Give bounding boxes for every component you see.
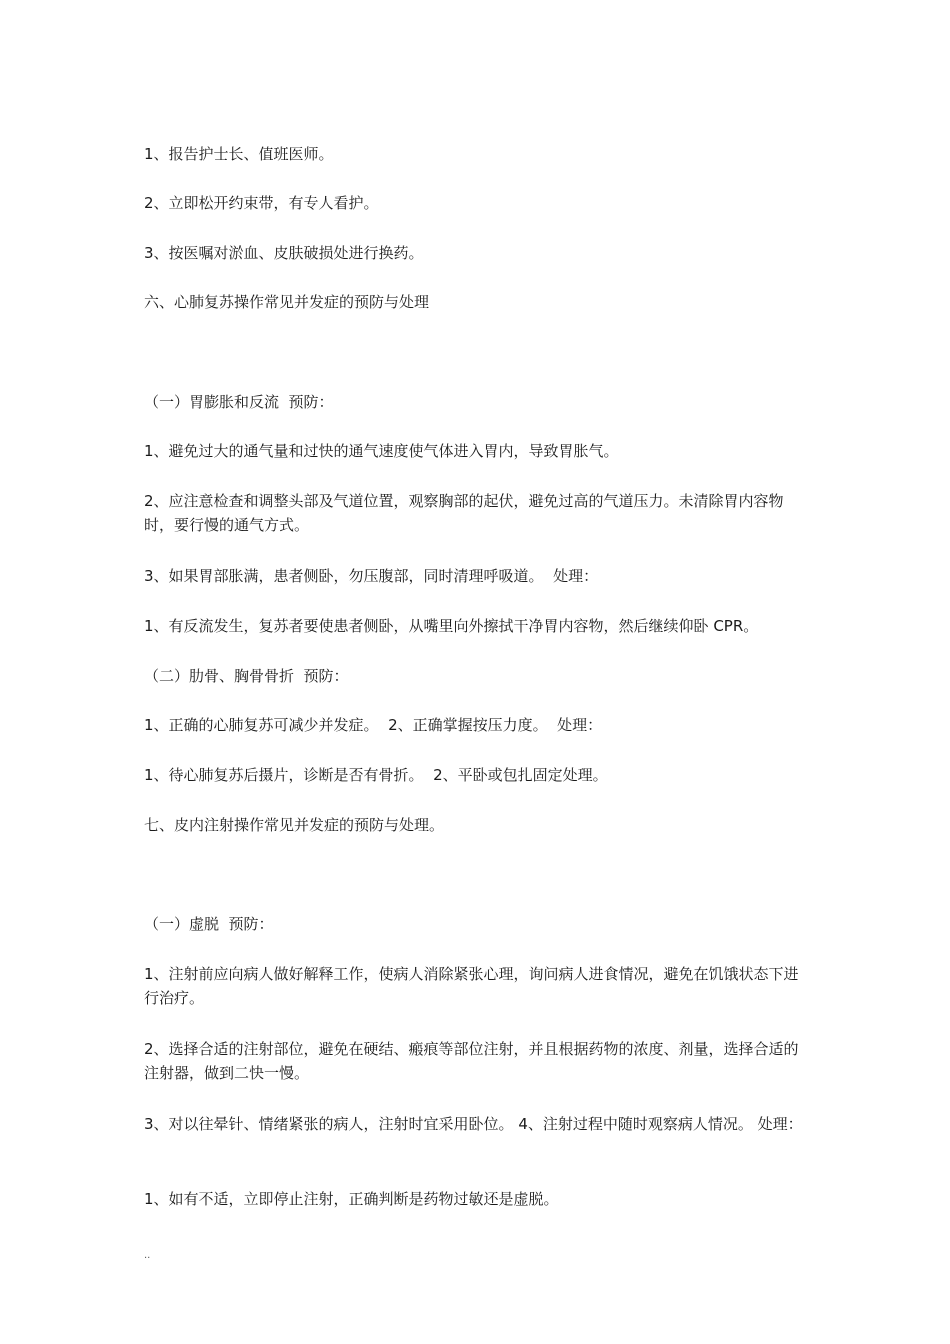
subsection-heading: （二）肋骨、胸骨骨折 预防： bbox=[144, 667, 349, 685]
section-heading: 六、心肺复苏操作常见并发症的预防与处理 bbox=[144, 293, 430, 311]
subsection-heading: （一）胃膨胀和反流 预防： bbox=[144, 393, 334, 411]
section-heading: 七、皮内注射操作常见并发症的预防与处理。 bbox=[144, 816, 445, 834]
paragraph: 1、待心肺复苏后摄片，诊断是否有骨折。 2、平卧或包扎固定处理。 bbox=[144, 766, 608, 784]
paragraph: 1、如有不适，立即停止注射，正确判断是药物过敏还是虚脱。 bbox=[144, 1190, 559, 1208]
paragraph: 1、有反流发生，复苏者要使患者侧卧，从嘴里向外擦拭干净胃内容物，然后继续仰卧 CPR。 bbox=[144, 617, 759, 635]
paragraph: 3、按医嘱对淤血、皮肤破损处进行换药。 bbox=[144, 244, 424, 262]
paragraph: 1、避免过大的通气量和过快的通气速度使气体进入胃内，导致胃胀气。 bbox=[144, 442, 619, 460]
paragraph: 1、正确的心肺复苏可减少并发症。 2、正确掌握按压力度。 处理： bbox=[144, 716, 603, 734]
paragraph: 3、如果胃部胀满，患者侧卧，勿压腹部，同时清理呼吸道。 处理： bbox=[144, 567, 599, 585]
paragraph: 1、注射前应向病人做好解释工作，使病人消除紧张心理，询问病人进食情况，避免在饥饿状态下进行治疗。 bbox=[144, 965, 799, 1007]
page-footer-mark: .. bbox=[144, 1250, 151, 1261]
paragraph: 2、立即松开约束带，有专人看护。 bbox=[144, 194, 379, 212]
subsection-heading: （一）虚脱 预防： bbox=[144, 915, 274, 933]
paragraph: 2、应注意检查和调整头部及气道位置，观察胸部的起伏，避免过高的气道压力。未清除胃内容物时，要行慢的通气方式。 bbox=[144, 492, 784, 534]
paragraph: 2、选择合适的注射部位，避免在硬结、瘢痕等部位注射，并且根据药物的浓度、剂量，选择合适的注射器，做到二快一慢。 bbox=[144, 1040, 799, 1082]
paragraph: 3、对以往晕针、情绪紧张的病人，注射时宜采用卧位。 4、注射过程中随时观察病人情况。 处理： bbox=[144, 1115, 803, 1133]
paragraph: 1、报告护士长、值班医师。 bbox=[144, 145, 334, 163]
